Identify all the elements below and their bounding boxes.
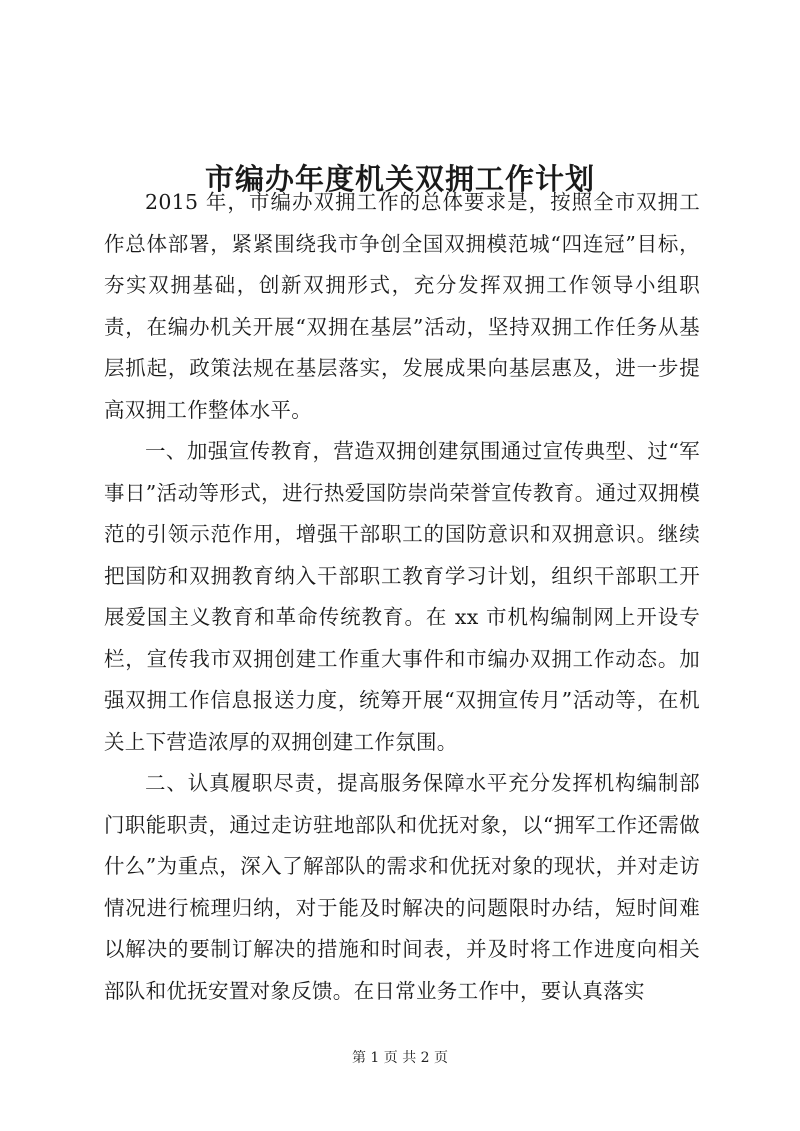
paragraph-section-1: 一、加强宣传教育，营造双拥创建氛围通过宣传典型、过“军事日”活动等形式，进行热爱国防崇尚荣誉宣传教育。通过双拥模范的引领示范作用，增强干部职工的国防意识和双拥意识。继续把国防和双拥教育纳入干部职工教育学习计划，组织干部职工开展爱国主义教育和革命传统教育。在 xx 市机构编制网上开设专栏，宣传我市双拥创建工作重大事件和市编办双拥工作动态。加强双拥工作信息报送力度，统筹开展“双拥宣传月”活动等，在机关上下营造浓厚的双拥创建工作氛围。 — [104, 439, 700, 754]
document-body — [104, 182, 700, 1012]
paragraph-intro: 2015 年，市编办双拥工作的总体要求是，按照全市双拥工作总体部署，紧紧围绕我市争创全国双拥模范城“四连冠”目标，夯实双拥基础，创新双拥形式，充分发挥双拥工作领导小组职责，在编办机关开展“双拥在基层”活动，坚持双拥工作任务从基层抓起，政策法规在基层落实，发展成果向基层惠及，进一步提高双拥工作整体水平。 — [104, 190, 700, 422]
document-title: 市编办年度机关双拥工作计划 — [204, 162, 595, 197]
page-footer: 第 1 页 共 2 页 — [351, 1050, 449, 1066]
paragraph-section-2: 二、认真履职尽责，提高服务保障水平充分发挥机构编制部门职能职责，通过走访驻地部队和优抚对象，以“拥军工作还需做什么”为重点，深入了解部队的需求和优抚对象的现状，并对走访情况进行梳理归纳，对于能及时解决的问题限时办结，短时间难以解决的要制订解决的措施和时间表，并及时将工作进度向相关部队和优抚安置对象反馈。在日常业务工作中，要认真落实 — [104, 771, 700, 1003]
